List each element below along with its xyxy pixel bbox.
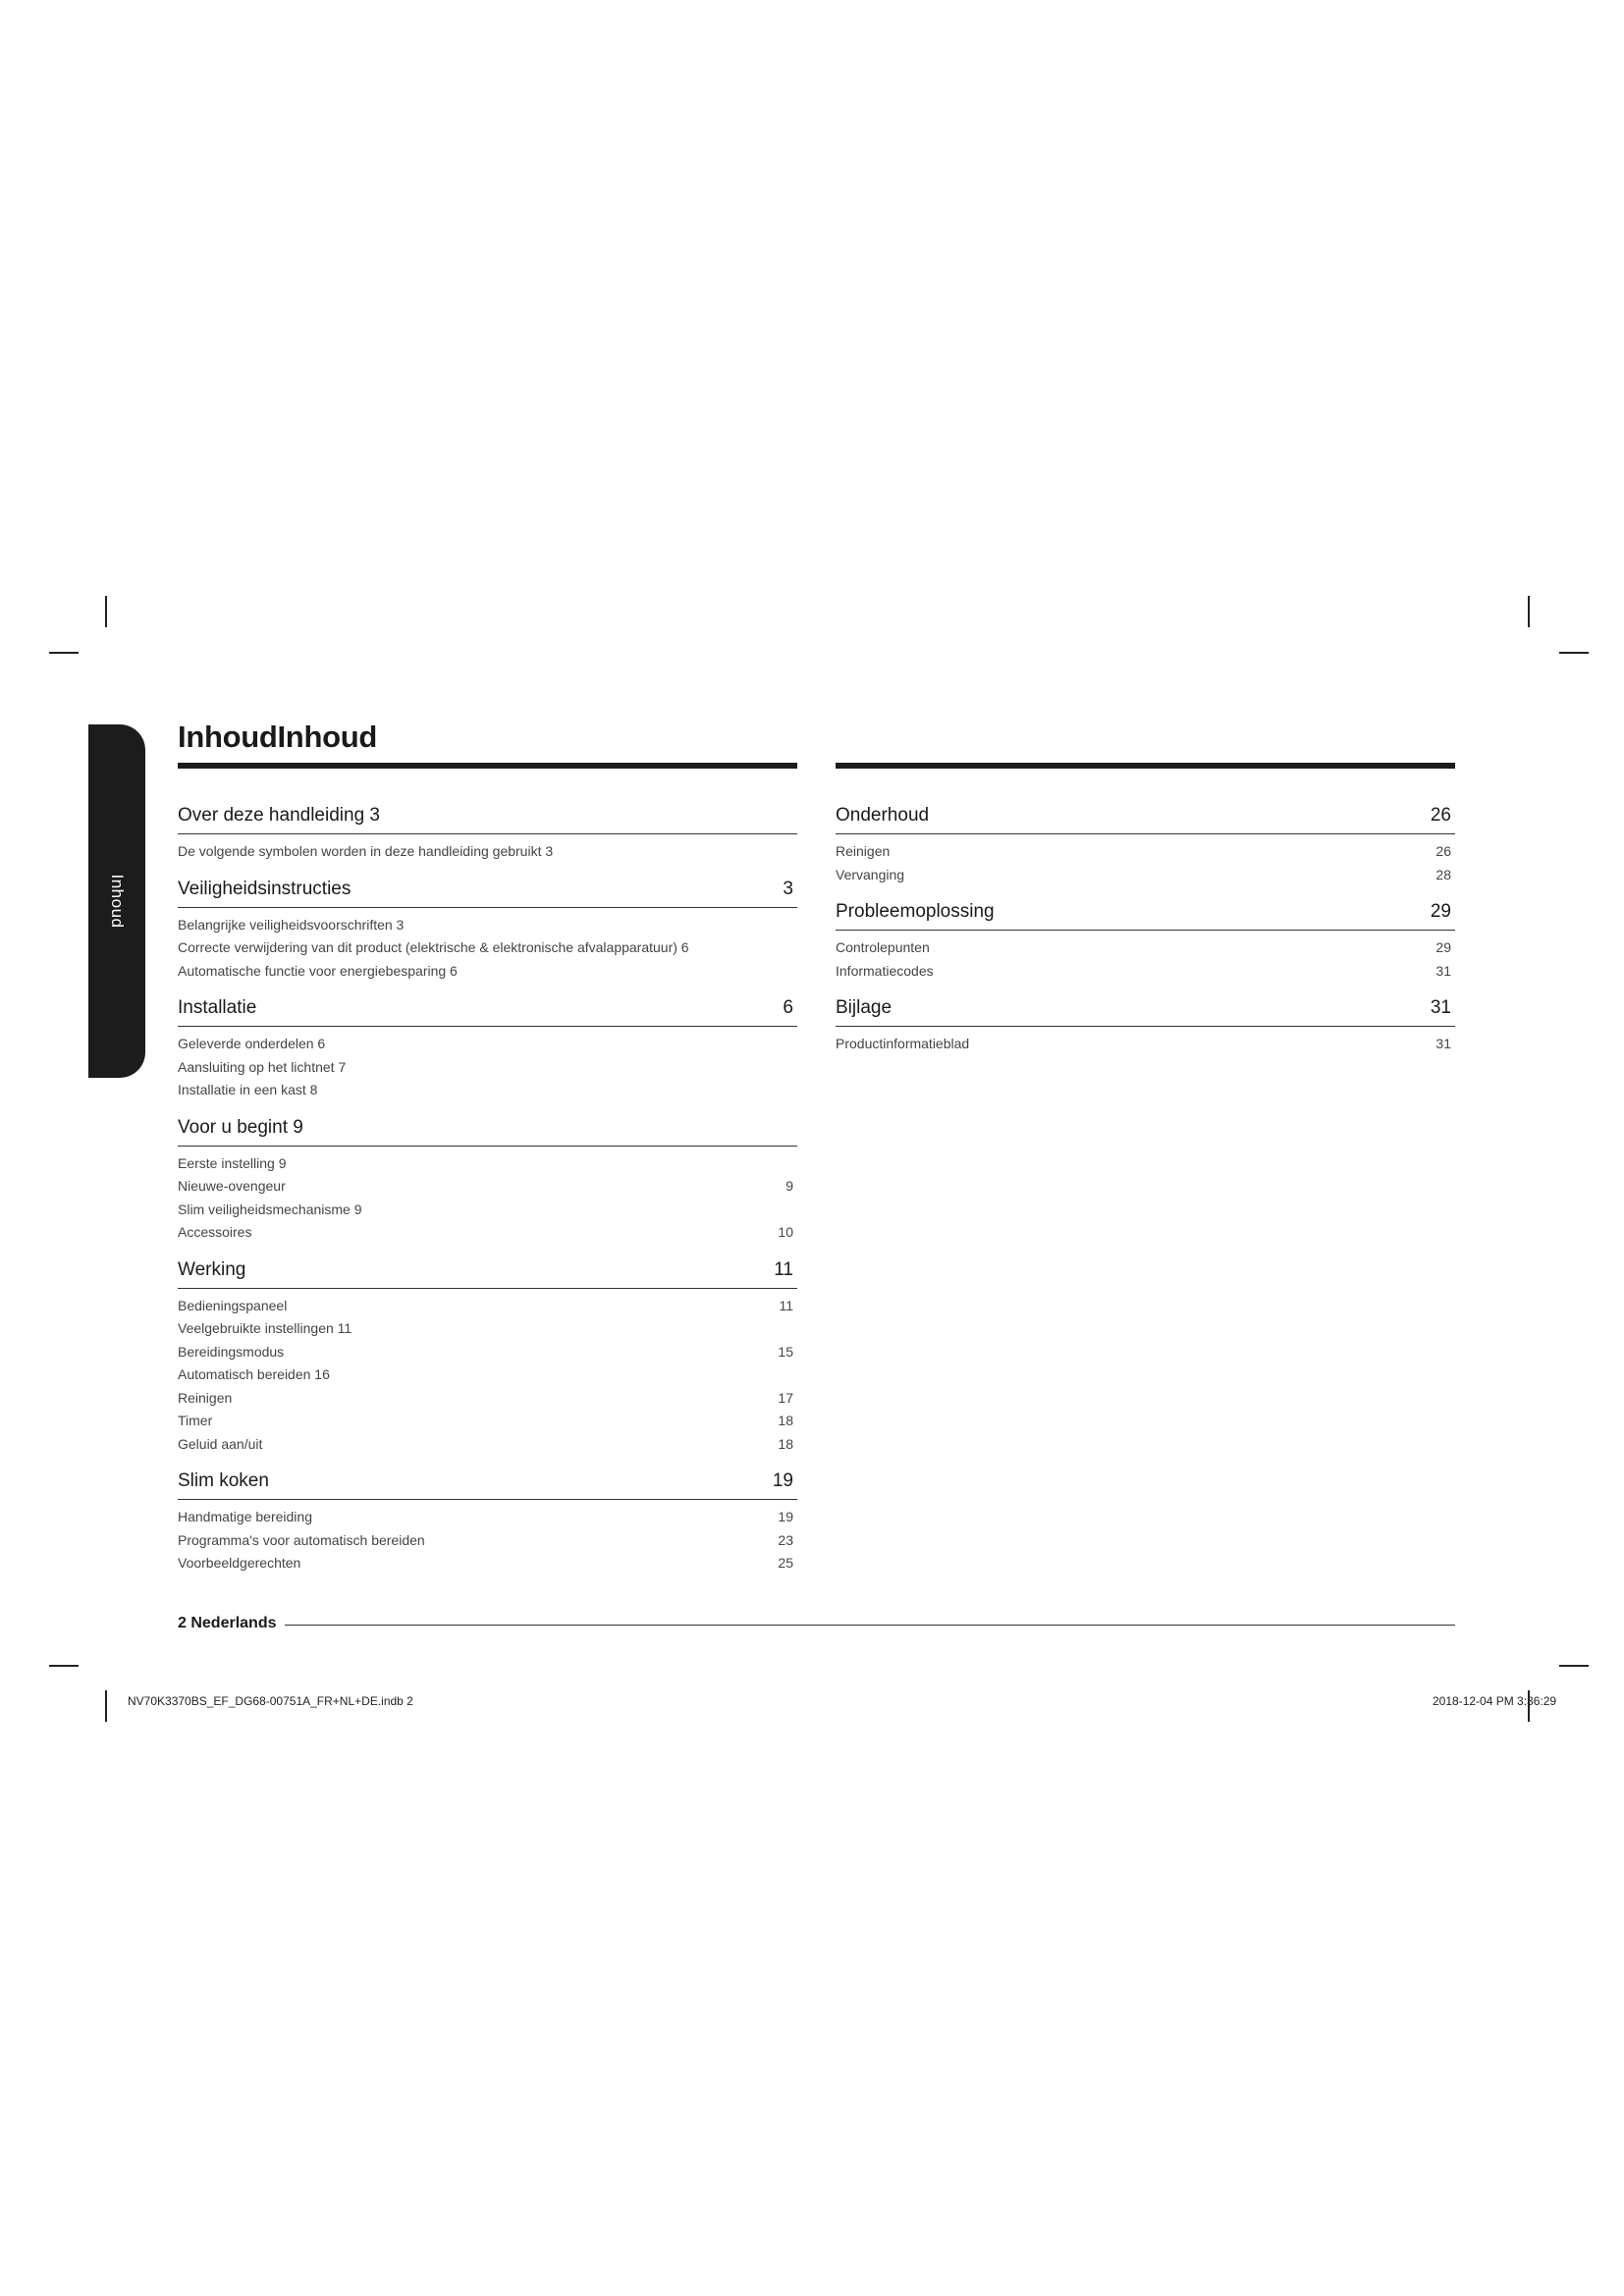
toc-entry[interactable]: [178, 1363, 797, 1387]
entry-title: Correcte verwijdering van dit product (elektrische & elektronische afvalapparatuur) 6: [178, 939, 689, 955]
toc-section: [178, 878, 797, 984]
entry-page-number: [793, 1152, 797, 1176]
entry-title: Automatische functie voor energiebesparing 6: [178, 962, 458, 979]
section-heading[interactable]: [178, 996, 797, 1027]
entry-title: Programma's voor automatisch bereiden: [178, 1531, 425, 1548]
page-title: InhoudInhoud: [178, 720, 377, 754]
section-page-number: 6: [783, 997, 793, 1018]
entry-title: Geleverde onderdelen 6: [178, 1036, 326, 1051]
toc-entry[interactable]: [178, 1056, 797, 1080]
toc-entry[interactable]: [836, 840, 1455, 864]
entry-page-number: 18: [778, 1435, 793, 1452]
entry-page-number: [793, 1056, 797, 1080]
section-heading[interactable]: [178, 1116, 797, 1147]
section-title: Probleemoplossing: [836, 901, 995, 922]
entry-page-number: 23: [778, 1531, 793, 1548]
toc-entry[interactable]: [178, 1033, 797, 1056]
section-title: Over deze handleiding 3: [178, 805, 380, 826]
toc-entry[interactable]: [178, 1433, 797, 1457]
entry-page-number: [793, 1199, 797, 1222]
toc-entry[interactable]: [836, 864, 1455, 887]
entry-title: Belangrijke veiligheidsvoorschriften 3: [178, 916, 405, 933]
entry-page-number: 17: [778, 1389, 793, 1406]
entry-page-number: [793, 1079, 797, 1102]
toc-entry[interactable]: [178, 936, 797, 960]
entry-page-number: [793, 960, 797, 984]
entry-title: Productinformatieblad: [836, 1036, 970, 1051]
section-title: Voor u begint 9: [178, 1116, 303, 1138]
toc-entry[interactable]: [178, 1221, 797, 1245]
toc-entry[interactable]: [836, 960, 1455, 984]
entry-title: De volgende symbolen worden in deze handleiding gebruikt 3: [178, 843, 554, 859]
entry-title: Bereidingsmodus: [178, 1343, 285, 1360]
entry-page-number: 28: [1435, 866, 1451, 882]
toc-entry[interactable]: [178, 1152, 797, 1176]
entry-title: Eerste instelling 9: [178, 1154, 287, 1171]
entry-title: Handmatige bereiding: [178, 1509, 312, 1524]
toc-section: [178, 1258, 797, 1457]
entry-title: Geluid aan/uit: [178, 1435, 263, 1452]
section-title: Veiligheidsinstructies: [178, 878, 352, 899]
section-page-number: 29: [1430, 901, 1451, 922]
entry-title: Voorbeeldgerechten: [178, 1555, 301, 1571]
entry-page-number: [793, 1363, 797, 1387]
crop-mark: [1559, 1665, 1589, 1667]
entry-page-number: 31: [1435, 962, 1451, 979]
entry-title: Automatisch bereiden 16: [178, 1366, 330, 1382]
entry-title: Veelgebruikte instellingen 11: [178, 1320, 352, 1336]
entry-page-number: 25: [778, 1555, 793, 1571]
entry-page-number: [793, 914, 797, 937]
toc-entry[interactable]: [178, 1079, 797, 1102]
top-rule: [836, 763, 1455, 769]
toc-entry[interactable]: [178, 1295, 797, 1318]
section-heading[interactable]: [178, 1258, 797, 1289]
toc-entry[interactable]: [178, 1552, 797, 1575]
entry-page-number: [793, 936, 797, 960]
crop-mark: [105, 1690, 107, 1722]
entry-title: Accessoires: [178, 1224, 252, 1240]
toc-entry[interactable]: [836, 1033, 1455, 1056]
toc-section: [836, 804, 1455, 886]
toc-right-column: [836, 763, 1455, 1070]
toc-section: [178, 996, 797, 1102]
section-title: Installatie: [178, 997, 257, 1018]
section-heading[interactable]: [178, 804, 797, 834]
section-title: Slim koken: [178, 1470, 269, 1491]
entry-title: Slim veiligheidsmechanisme 9: [178, 1201, 362, 1217]
section-page-number: 31: [1430, 997, 1451, 1018]
toc-section: [836, 996, 1455, 1056]
print-slug-timestamp: 2018-12-04 PM 3:36:29: [1433, 1694, 1557, 1708]
toc-entry[interactable]: [178, 1341, 797, 1364]
toc-entry[interactable]: [178, 1529, 797, 1553]
crop-mark: [49, 1665, 79, 1667]
entry-page-number: 26: [1435, 843, 1451, 859]
toc-section: [178, 804, 797, 864]
toc-entry[interactable]: [178, 914, 797, 937]
section-heading[interactable]: [178, 878, 797, 908]
section-page-number: 11: [774, 1258, 793, 1280]
entry-title: Installatie in een kast 8: [178, 1082, 318, 1097]
toc-entry[interactable]: [178, 840, 797, 864]
entry-title: Nieuwe-ovengeur: [178, 1178, 286, 1194]
entry-title: Controlepunten: [836, 939, 930, 955]
toc-section: [178, 1116, 797, 1245]
toc-entry[interactable]: [178, 1317, 797, 1341]
toc-entry[interactable]: [178, 1410, 797, 1433]
entry-title: Timer: [178, 1413, 213, 1428]
entry-title: Aansluiting op het lichtnet 7: [178, 1058, 347, 1075]
toc-entry[interactable]: [178, 1199, 797, 1222]
entry-title: Bedieningspaneel: [178, 1297, 288, 1313]
entry-page-number: [793, 1033, 797, 1056]
entry-page-number: [793, 840, 797, 864]
footer-rule: [285, 1625, 1455, 1626]
section-title: Werking: [178, 1258, 246, 1280]
entry-page-number: 10: [778, 1224, 793, 1240]
toc-entry[interactable]: [836, 936, 1455, 960]
crop-mark: [49, 652, 79, 654]
toc-left-column: [178, 763, 797, 1589]
page-number-language: 2 Nederlands: [178, 1615, 277, 1631]
section-page-number: 26: [1430, 805, 1451, 826]
toc-entry[interactable]: [178, 1506, 797, 1529]
section-heading[interactable]: [836, 804, 1455, 834]
section-heading[interactable]: [836, 900, 1455, 931]
entry-title: Reinigen: [836, 843, 891, 859]
section-title: Bijlage: [836, 997, 893, 1018]
entry-page-number: 18: [778, 1413, 793, 1428]
entry-page-number: 29: [1435, 939, 1451, 955]
entry-page-number: 31: [1435, 1036, 1451, 1051]
top-rule: [178, 763, 797, 769]
entry-page-number: 15: [778, 1343, 793, 1360]
print-slug-file: NV70K3370BS_EF_DG68-00751A_FR+NL+DE.indb 2: [128, 1694, 413, 1708]
side-tab-label: Inhoud: [108, 874, 127, 929]
crop-mark: [1559, 652, 1589, 654]
entry-title: Reinigen: [178, 1389, 233, 1406]
section-page-number: 3: [783, 878, 793, 899]
entry-page-number: 19: [778, 1509, 793, 1524]
toc-section: [178, 1469, 797, 1575]
section-heading[interactable]: [178, 1469, 797, 1500]
section-page-number: 19: [772, 1470, 793, 1491]
entry-page-number: 9: [785, 1178, 793, 1194]
crop-mark: [105, 596, 107, 627]
toc-section: [836, 900, 1455, 983]
section-title: Onderhoud: [836, 805, 930, 826]
entry-title: Informatiecodes: [836, 962, 934, 979]
toc-entry[interactable]: [178, 1175, 797, 1199]
section-heading[interactable]: [836, 996, 1455, 1027]
entry-page-number: 11: [779, 1297, 793, 1313]
toc-entry[interactable]: [178, 960, 797, 984]
entry-title: Vervanging: [836, 866, 905, 882]
crop-mark: [1528, 596, 1530, 627]
entry-page-number: [793, 1317, 797, 1341]
toc-entry[interactable]: [178, 1387, 797, 1411]
